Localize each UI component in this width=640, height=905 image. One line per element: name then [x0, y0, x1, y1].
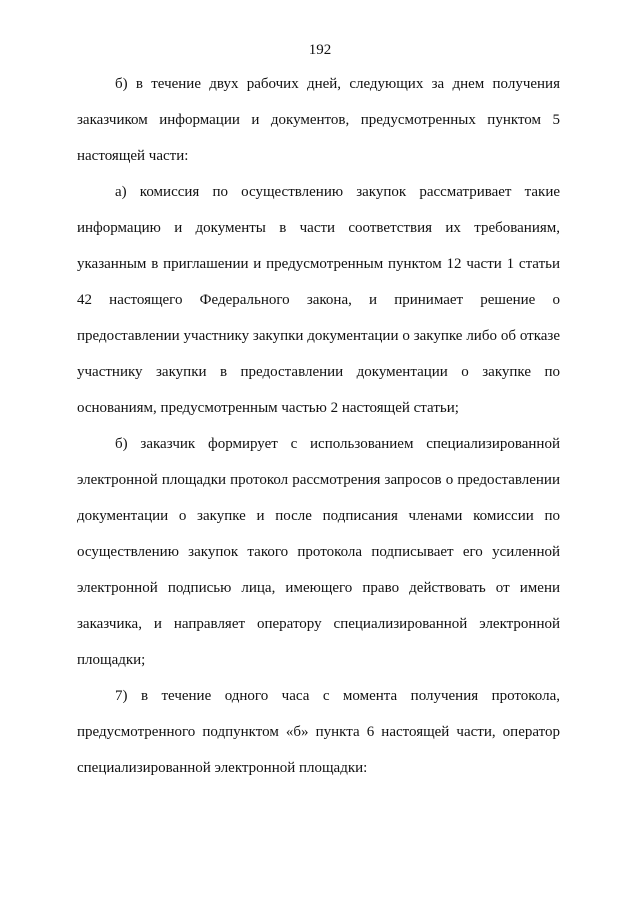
text-line: указанным в приглашении и предусмотренным пунктом 12 части 1 статьи [77, 256, 560, 272]
text-line: специализированной электронной площадки: [77, 760, 368, 776]
text-line: участнику закупки в предоставлении документации о закупке по [77, 364, 560, 380]
text-line: настоящей части: [77, 148, 189, 164]
text-line: предусмотренного подпунктом «б» пункта 6 настоящей части, оператор [77, 724, 560, 740]
text-line: осуществлению закупок такого протокола подписывает его усиленной [77, 544, 560, 560]
text-line: электронной подписью лица, имеющего право действовать от имени [77, 580, 560, 596]
text-line: информацию и документы в части соответствия их требованиям, [77, 220, 560, 236]
paragraph-subitem-a [77, 182, 560, 418]
text-line: заказчика, и направляет оператору специализированной электронной [77, 616, 560, 632]
text-line: площадки; [77, 652, 146, 668]
paragraph-item-7 [77, 686, 560, 778]
text-line: 7) в течение одного часа с момента получения протокола, [115, 688, 560, 704]
text-line: 42 настоящего Федерального закона, и принимает решение о [77, 292, 560, 308]
text-line: б) заказчик формирует с использованием специализированной [115, 436, 560, 452]
paragraph-item-6 [77, 74, 560, 166]
text-line: основаниям, предусмотренным частью 2 настоящей статьи; [77, 400, 459, 416]
paragraph-subitem-b [77, 434, 560, 670]
text-line: а) комиссия по осуществлению закупок рассматривает такие [115, 184, 560, 200]
text-line: документации о закупке и после подписания членами комиссии по [77, 508, 560, 524]
document-body [77, 74, 560, 794]
page-number: 192 [308, 42, 332, 58]
text-line: б) в течение двух рабочих дней, следующих за днем получения [115, 76, 560, 92]
text-line: предоставлении участнику закупки документации о закупке либо об отказе [77, 328, 560, 344]
text-line: заказчиком информации и документов, предусмотренных пунктом 5 [77, 112, 560, 128]
text-line: электронной площадки протокол рассмотрения запросов о предоставлении [77, 472, 560, 488]
